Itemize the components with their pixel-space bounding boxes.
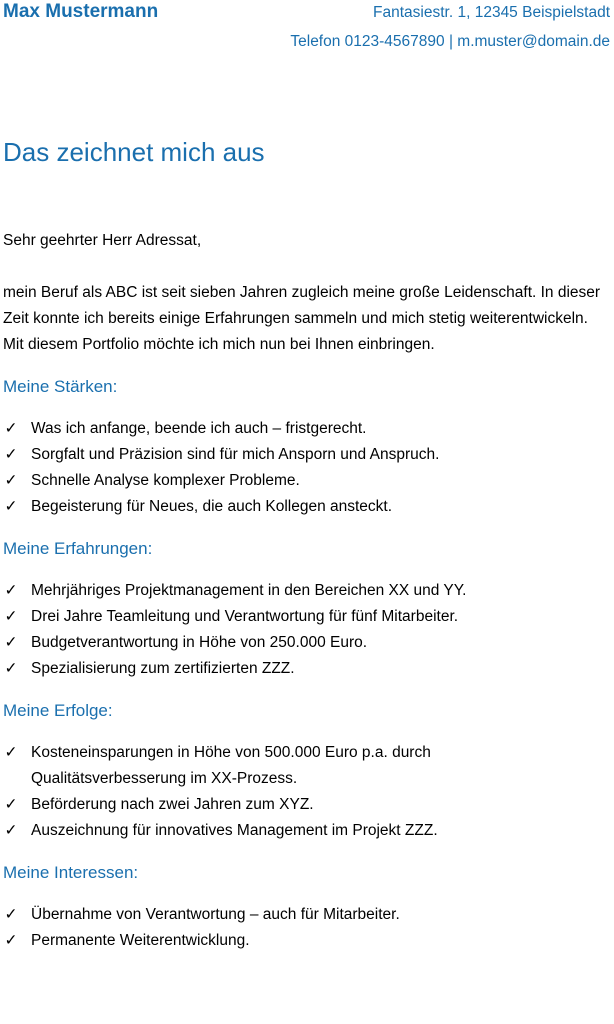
list-item-text: Auszeichnung für innovatives Management im Projekt ZZZ. bbox=[31, 822, 438, 839]
list-item bbox=[3, 416, 603, 442]
strengths-list bbox=[3, 416, 603, 520]
list-item-text: Spezialisierung zum zertifizierten ZZZ. bbox=[31, 660, 295, 677]
section-interests bbox=[3, 860, 603, 954]
list-item-text: Schnelle Analyse komplexer Probleme. bbox=[31, 472, 300, 489]
check-icon: ✓ bbox=[4, 420, 18, 437]
check-icon: ✓ bbox=[4, 932, 18, 949]
section-strengths bbox=[3, 374, 603, 520]
list-item-text: Drei Jahre Teamleitung und Verantwortung für fünf Mitarbeiter. bbox=[31, 608, 459, 625]
section-title: Meine Erfolge: bbox=[3, 701, 113, 720]
list-item-text: Begeisterung für Neues, die auch Kollegen ansteckt. bbox=[31, 498, 393, 515]
check-icon: ✓ bbox=[4, 744, 18, 761]
section-title: Meine Stärken: bbox=[3, 377, 118, 396]
interests-list bbox=[3, 902, 603, 954]
list-item-text: Beförderung nach zwei Jahren zum XYZ. bbox=[31, 796, 314, 813]
list-item-text: Sorgfalt und Präzision sind für mich Ansporn und Anspruch. bbox=[31, 446, 440, 463]
intro-paragraph: mein Beruf als ABC ist seit sieben Jahren zugleich meine große Leidenschaft. In dieser Zeit konnte ich bereits einige Erfahrungen sammeln und mich stetig weiterentwickeln. Mit diesem Portfolio möchte ich mich nun bei Ihnen einbringen. bbox=[3, 284, 601, 353]
section-title: Meine Erfahrungen: bbox=[3, 539, 153, 558]
check-icon: ✓ bbox=[4, 796, 18, 813]
achievements-list bbox=[3, 740, 603, 844]
list-item-text: Permanente Weiterentwicklung. bbox=[31, 932, 250, 949]
list-item-text: Mehrjähriges Projektmanagement in den Bereichen XX und YY. bbox=[31, 582, 467, 599]
check-icon: ✓ bbox=[4, 822, 18, 839]
list-item-text: Budgetverantwortung in Höhe von 250.000 Euro. bbox=[31, 634, 368, 651]
check-icon: ✓ bbox=[4, 608, 18, 625]
check-icon: ✓ bbox=[4, 446, 18, 463]
sender-address: Fantasiestr. 1, 12345 Beispielstadt bbox=[373, 4, 610, 21]
section-achievements bbox=[3, 698, 603, 844]
check-icon: ✓ bbox=[4, 660, 18, 677]
salutation: Sehr geehrter Herr Adressat, bbox=[3, 232, 202, 249]
list-item bbox=[3, 494, 603, 520]
list-item-text: Was ich anfange, beende ich auch – fristgerecht. bbox=[31, 420, 367, 437]
section-title: Meine Interessen: bbox=[3, 863, 139, 882]
sender-contact: Telefon 0123-4567890 | m.muster@domain.de bbox=[290, 33, 610, 50]
check-icon: ✓ bbox=[4, 582, 18, 599]
list-item bbox=[3, 740, 603, 792]
list-item-text: Kosteneinsparungen in Höhe von 500.000 Euro p.a. durch Qualitätsverbesserung im XX-Prozess. bbox=[31, 744, 431, 787]
list-item bbox=[3, 792, 603, 818]
list-item bbox=[3, 818, 603, 844]
check-icon: ✓ bbox=[4, 472, 18, 489]
section-experience bbox=[3, 536, 603, 682]
page-title: Das zeichnet mich aus bbox=[3, 137, 265, 167]
experience-list bbox=[3, 578, 603, 682]
list-item bbox=[3, 928, 603, 954]
list-item bbox=[3, 468, 603, 494]
list-item-text: Übernahme von Verantwortung – auch für Mitarbeiter. bbox=[31, 906, 400, 923]
check-icon: ✓ bbox=[4, 498, 18, 515]
list-item bbox=[3, 442, 603, 468]
list-item bbox=[3, 902, 603, 928]
sender-name: Max Mustermann bbox=[3, 1, 159, 22]
check-icon: ✓ bbox=[4, 906, 18, 923]
list-item bbox=[3, 604, 603, 630]
list-item bbox=[3, 630, 603, 656]
list-item bbox=[3, 578, 603, 604]
list-item bbox=[3, 656, 603, 682]
letter-body bbox=[3, 228, 603, 954]
check-icon: ✓ bbox=[4, 634, 18, 651]
